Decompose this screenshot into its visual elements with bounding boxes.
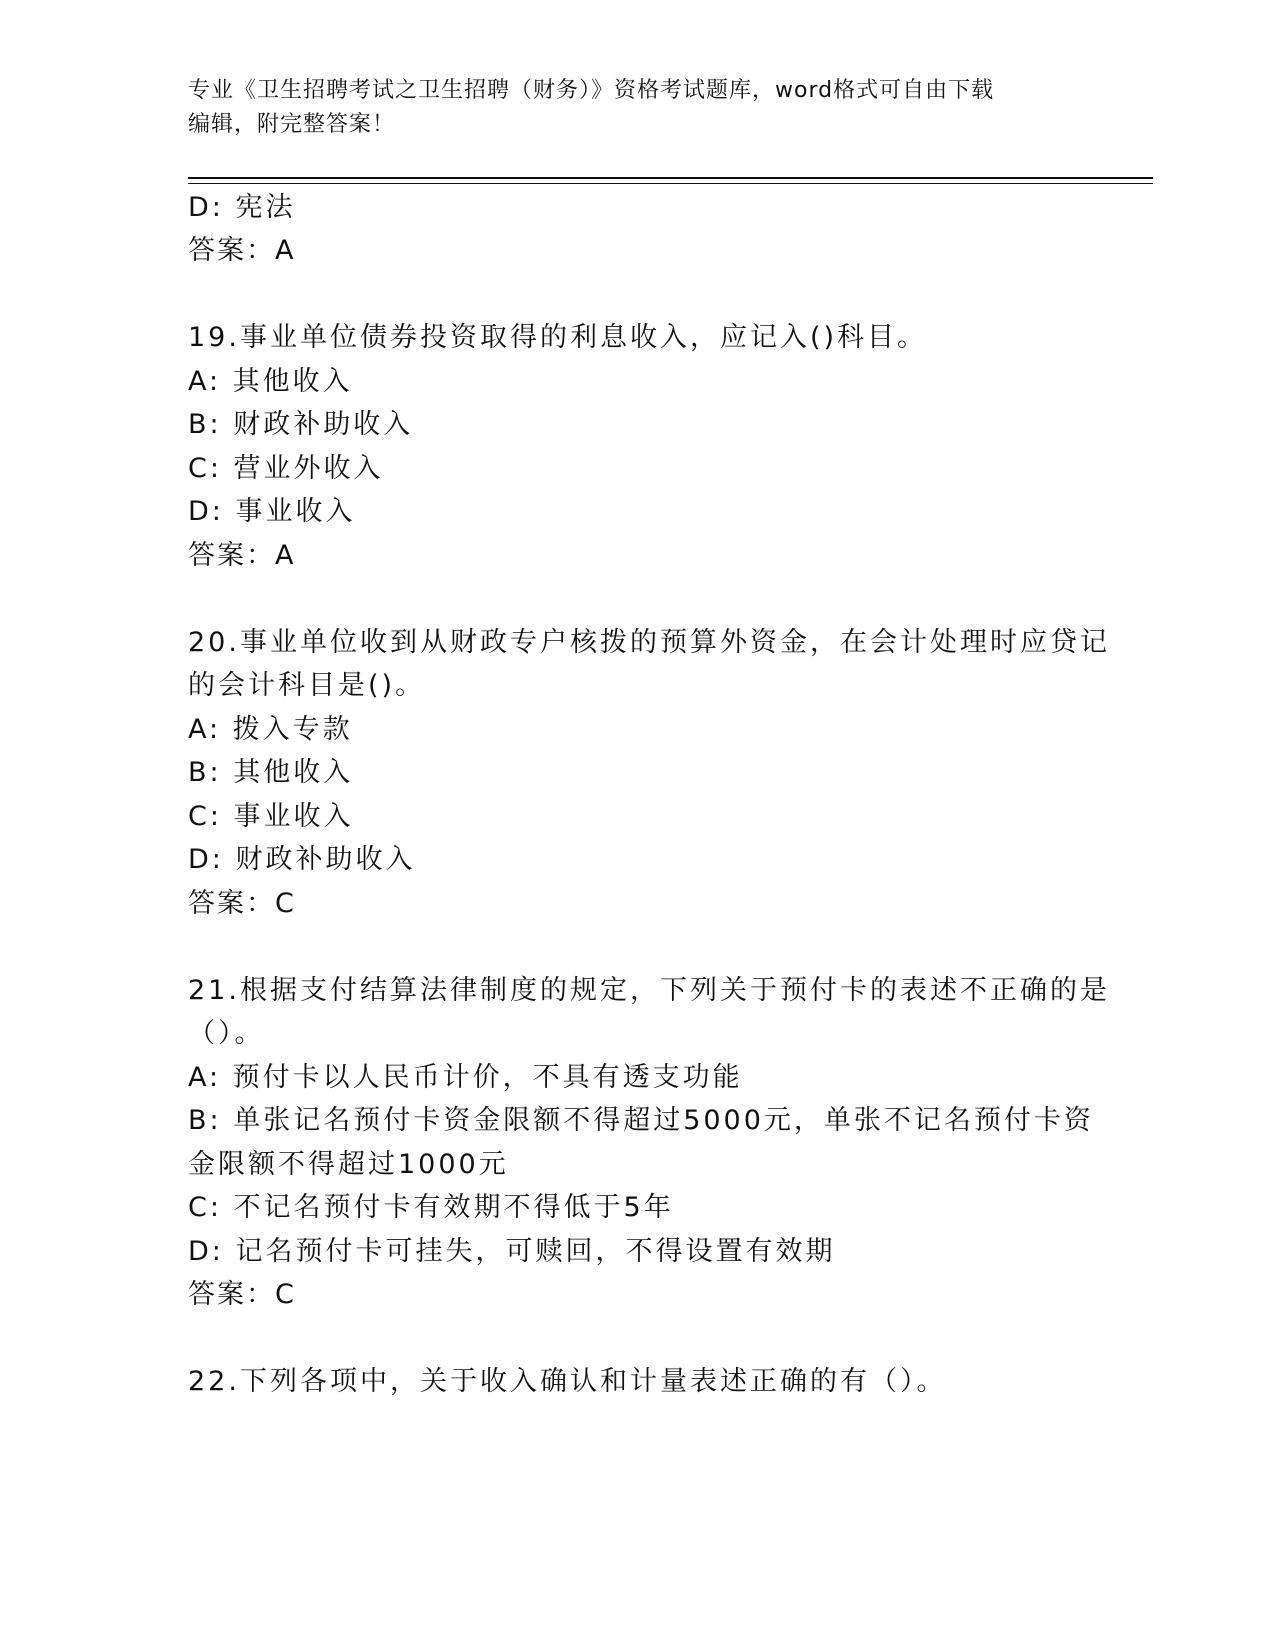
prev-answer: 答案：A [188,235,296,266]
header-rule-thick [188,177,1153,179]
q19-option-a: A: 其他收入 [188,366,353,397]
q21-option-a: A: 预付卡以人民币计价，不具有透支功能 [188,1062,743,1093]
q19-stem: 19.事业单位债券投资取得的利息收入，应记入()科目。 [188,322,928,353]
header-line-2: 编辑，附完整答案！ [188,112,396,137]
q20-option-b: B: 其他收入 [188,757,354,788]
q19-answer: 答案：A [188,540,296,571]
q19-option-c: C: 营业外收入 [188,453,384,484]
prev-option-d: D: 宪法 [188,192,296,223]
q19-option-b: B: 财政补助收入 [188,409,414,440]
q21-option-d: D: 记名预付卡可挂失，可赎回，不得设置有效期 [188,1236,836,1267]
q22-stem: 22.下列各项中，关于收入确认和计量表述正确的有（）。 [188,1366,947,1397]
header-line-1: 专业《卫生招聘考试之卫生招聘（财务）》资格考试题库，word格式可自由下载 [188,78,995,103]
q20-stem-line-2: 的会计科目是()。 [188,670,426,701]
header-rule-thin [188,183,1153,184]
document-header [188,74,1088,142]
q20-option-a: A: 拨入专款 [188,714,353,745]
q20-answer: 答案：C [188,888,296,919]
q21-option-b-line-1: B: 单张记名预付卡资金限额不得超过5000元，单张不记名预付卡资 [188,1105,1094,1136]
q20-stem-line-1: 20.事业单位收到从财政专户核拨的预算外资金，在会计处理时应贷记 [188,627,1110,658]
q21-option-b-line-2: 金限额不得超过1000元 [188,1149,509,1180]
q20-option-d: D: 财政补助收入 [188,844,416,875]
q21-stem-line-1: 21.根据支付结算法律制度的规定，下列关于预付卡的表述不正确的是 [188,975,1110,1006]
q19-option-d: D: 事业收入 [188,496,356,527]
q21-stem-line-2: （）。 [188,1018,265,1049]
q21-answer: 答案：C [188,1279,296,1310]
q20-option-c: C: 事业收入 [188,801,354,832]
q21-option-c: C: 不记名预付卡有效期不得低于5年 [188,1192,674,1223]
